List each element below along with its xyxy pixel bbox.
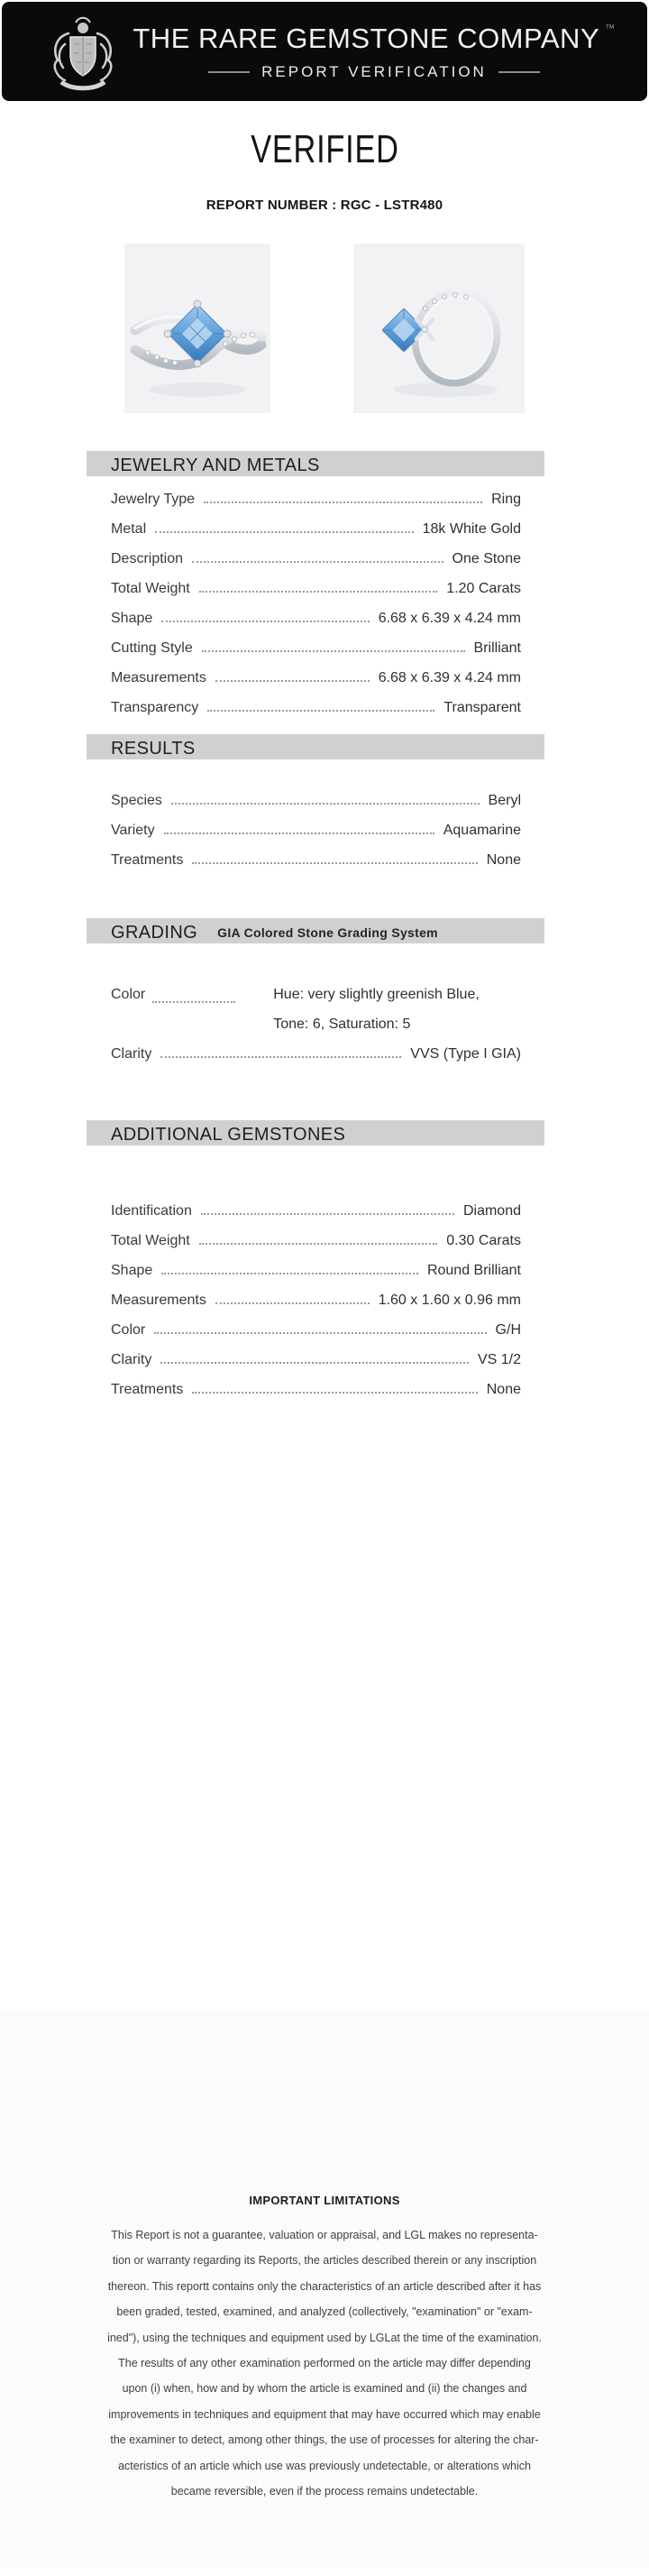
row-value: Beryl bbox=[488, 793, 521, 808]
limitations-line: improvements in techniques and equipment that may have occurred which may enable bbox=[108, 2407, 541, 2421]
dotted-leader bbox=[192, 862, 477, 864]
dotted-leader bbox=[154, 1332, 486, 1334]
table-row bbox=[111, 574, 521, 603]
table-row bbox=[111, 1226, 521, 1256]
dotted-leader bbox=[152, 1001, 235, 1003]
limitations-line: thereon. This reportt contains only the characteristics of an article described after it has bbox=[107, 2279, 542, 2293]
dotted-leader bbox=[155, 531, 413, 533]
table-row bbox=[111, 633, 521, 663]
row-value: Diamond bbox=[462, 1203, 521, 1219]
report-number: REPORT NUMBER : RGC - LSTR480 bbox=[206, 198, 443, 213]
row-label: Clarity bbox=[111, 1352, 152, 1367]
row-value: 6.68 x 6.39 x 4.24 mm bbox=[378, 670, 521, 685]
limitations-line: been graded, tested, examined, and analyzed (collectively, "examination" or "exam- bbox=[116, 2305, 533, 2319]
table-row bbox=[111, 1256, 521, 1285]
table-row bbox=[111, 786, 521, 815]
table-row bbox=[111, 1039, 521, 1069]
header-text bbox=[126, 2, 622, 101]
row-label: Variety bbox=[111, 823, 155, 838]
section-title: JEWELRY AND METALS bbox=[111, 455, 320, 475]
row-value: VVS (Type I GIA) bbox=[410, 1046, 521, 1062]
trademark-symbol: ™ bbox=[605, 23, 616, 34]
dotted-leader bbox=[192, 1392, 477, 1394]
subtitle-line-right bbox=[498, 71, 540, 73]
limitations-line: acteristics of an article which use was previously undetectable, or alterations which bbox=[118, 2459, 531, 2472]
dotted-leader bbox=[160, 1056, 401, 1058]
row-value: 6.68 x 6.39 x 4.24 mm bbox=[378, 611, 521, 626]
table-row bbox=[111, 815, 521, 845]
limitations-footer bbox=[0, 2011, 649, 2567]
color-hue-line: Hue: very slightly greenish Blue, bbox=[273, 987, 480, 1002]
verified-status-text: VERIFIED bbox=[250, 127, 399, 171]
row-label: Total Weight bbox=[111, 1233, 190, 1248]
dotted-leader bbox=[171, 803, 480, 805]
row-label: Measurements bbox=[111, 1293, 206, 1308]
limitations-line: became reversible, even if the process remains undetectable. bbox=[170, 2485, 479, 2498]
dotted-leader bbox=[199, 1243, 438, 1245]
row-value: 1.60 x 1.60 x 0.96 mm bbox=[378, 1293, 521, 1308]
table-row bbox=[111, 845, 521, 875]
row-label: Cutting Style bbox=[111, 640, 193, 656]
dotted-leader bbox=[161, 621, 369, 622]
report-verification-banner bbox=[208, 63, 540, 81]
dotted-leader bbox=[199, 591, 438, 593]
dotted-leader bbox=[161, 1273, 418, 1274]
grading-system-note: GIA Colored Stone Grading System bbox=[217, 925, 438, 940]
row-value: 0.30 Carats bbox=[446, 1233, 521, 1248]
jewelry-photos bbox=[0, 244, 649, 413]
results-rows bbox=[87, 759, 544, 875]
table-row bbox=[111, 663, 521, 693]
section-title: ADDITIONAL GEMSTONES bbox=[111, 1125, 346, 1145]
dotted-leader bbox=[201, 1213, 454, 1215]
row-value: Transparent bbox=[443, 700, 521, 715]
row-value: Brilliant bbox=[473, 640, 521, 656]
section-header-jewelry-and-metals bbox=[87, 451, 544, 476]
dotted-leader bbox=[202, 650, 465, 652]
jewelry-and-metals-rows bbox=[87, 476, 544, 722]
row-label: Identification bbox=[111, 1203, 192, 1219]
ring-front-photo bbox=[124, 244, 270, 413]
row-label: Color bbox=[111, 987, 146, 1002]
section-header-grading bbox=[87, 918, 544, 943]
row-value: 18k White Gold bbox=[422, 521, 521, 537]
table-row bbox=[111, 693, 521, 722]
ring-side-photo bbox=[353, 244, 525, 413]
dotted-leader bbox=[207, 710, 434, 712]
company-name bbox=[133, 23, 615, 55]
limitations-line: tion or warranty regarding its Reports, the articles described therein or any inscription bbox=[112, 2254, 537, 2268]
table-row bbox=[111, 1345, 521, 1375]
row-value: VS 1/2 bbox=[477, 1352, 521, 1367]
row-label: Treatments bbox=[111, 1382, 184, 1397]
dotted-leader bbox=[164, 833, 434, 834]
table-row bbox=[111, 544, 521, 574]
row-label: Measurements bbox=[111, 670, 206, 685]
row-label: Metal bbox=[111, 521, 147, 537]
row-label: Shape bbox=[111, 1263, 153, 1278]
section-header-additional-gemstones bbox=[87, 1120, 544, 1145]
dotted-leader bbox=[215, 1302, 370, 1304]
limitations-line: the examiner to detect, among other things, the use of processes for altering the char- bbox=[110, 2433, 539, 2447]
limitations-heading: IMPORTANT LIMITATIONS bbox=[249, 2194, 400, 2207]
row-label: Color bbox=[111, 1322, 146, 1338]
additional-gemstones-rows bbox=[87, 1145, 544, 1404]
grading-rows bbox=[87, 943, 544, 1069]
row-value: Round Brilliant bbox=[426, 1263, 521, 1278]
row-value: 1.20 Carats bbox=[446, 581, 521, 596]
section-title: RESULTS bbox=[111, 739, 196, 759]
dotted-leader bbox=[160, 1362, 469, 1364]
section-title: GRADING bbox=[111, 923, 198, 943]
table-row bbox=[111, 484, 521, 514]
row-label: Total Weight bbox=[111, 581, 190, 596]
header-subtitle: REPORT VERIFICATION bbox=[261, 62, 487, 80]
dotted-leader bbox=[192, 561, 443, 563]
header-banner bbox=[2, 2, 647, 101]
row-value: None bbox=[486, 852, 521, 868]
color-value bbox=[273, 980, 480, 1039]
row-value: Aquamarine bbox=[443, 823, 521, 838]
limitations-line: upon (i) when, how and by whom the article is examined and (ii) the changes and bbox=[122, 2382, 527, 2396]
table-row bbox=[111, 1285, 521, 1315]
limitations-paragraph bbox=[95, 2222, 554, 2504]
table-row bbox=[111, 1196, 521, 1226]
row-label: Shape bbox=[111, 611, 153, 626]
row-label: Transparency bbox=[111, 700, 199, 715]
row-value: Ring bbox=[491, 492, 521, 507]
color-tone-line: Tone: 6, Saturation: 5 bbox=[273, 1017, 411, 1032]
table-row bbox=[111, 514, 521, 544]
row-value: None bbox=[486, 1382, 521, 1397]
dotted-leader bbox=[215, 680, 370, 682]
row-label: Description bbox=[111, 551, 184, 566]
table-row bbox=[111, 1375, 521, 1404]
section-header-results bbox=[87, 734, 544, 759]
limitations-line: The results of any other examination performed on the article may differ depending bbox=[118, 2357, 531, 2370]
table-row bbox=[111, 603, 521, 633]
report-sections bbox=[87, 451, 544, 1404]
row-label: Treatments bbox=[111, 852, 184, 868]
dotted-leader bbox=[204, 501, 482, 503]
limitations-line: This Report is not a guarantee, valuation or appraisal, and LGL makes no representa- bbox=[111, 2229, 538, 2241]
row-value: One Stone bbox=[452, 551, 521, 566]
verified-status bbox=[0, 127, 649, 172]
row-label: Clarity bbox=[111, 1046, 152, 1062]
row-label: Jewelry Type bbox=[111, 492, 196, 507]
company-crest-icon bbox=[47, 14, 119, 93]
table-row bbox=[111, 1315, 521, 1345]
limitations-line: ined"), using the techniques and equipment used by LGLat the time of the examination. bbox=[107, 2331, 542, 2344]
table-row-color bbox=[111, 980, 521, 1039]
company-name-text: THE RARE GEMSTONE COMPANY bbox=[133, 22, 600, 54]
row-value: G/H bbox=[495, 1322, 521, 1338]
row-label: Species bbox=[111, 793, 162, 808]
subtitle-line-left bbox=[208, 71, 250, 73]
